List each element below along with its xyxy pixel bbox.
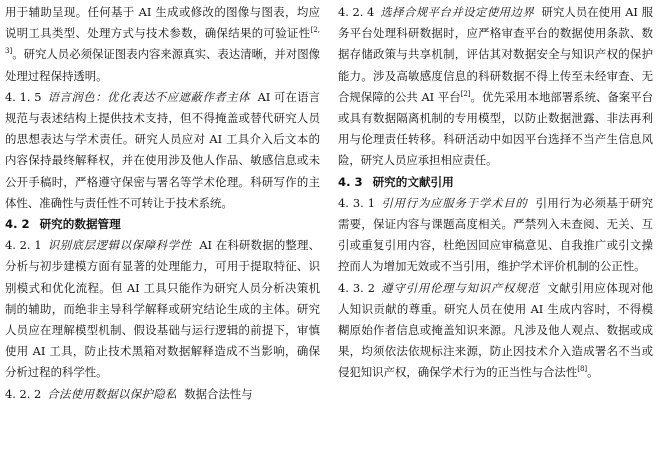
section-4-2-2 [5, 384, 320, 405]
section-4-2-1 [5, 235, 320, 383]
section-number: 4. 2. 2 [5, 386, 42, 401]
section-number: 4. 2. 1 [5, 238, 42, 253]
left-column [5, 2, 320, 405]
section-number: 4. 3. 2 [338, 280, 375, 295]
section-4-3-2: 4. 3. 2 遵守引用伦理与知识产权规范 文献引用应体现对他人知识贡献的尊重。研究人员在使用 AI 生成内容时，不得模糊原始作者信息或掩盖知识来源。凡涉及他人观点、数据或成果，均须依法依规标注来源，防止因技术介入造成署名不当或侵犯知识产权，确保学术行为的正当性与合法性[8]。 [338, 280, 654, 380]
section-body: 引用行为必须基于研究需要，保证内容与课题高度相关。严禁列入未查阅、无关、互引或重复引用内容，杜绝因回应审稿意见、自我推广或引文操控而人为增加无效或不当引用，维护学术评价机制的公正性。 [338, 195, 653, 274]
section-heading-4-2: 4. 2 研究的数据管理 [5, 217, 121, 232]
right-column [338, 2, 653, 384]
citation-marker: [2,3] [5, 26, 320, 56]
section-4-2-4: 4. 2. 4 选择合规平台并设定使用边界 研究人员在使用 AI 服务平台处理科研数据时，应严格审查平台的数据使用条款、数据存储政策与共享机制，评估其对数据安全与知识产权的保护能力。涉及高敏感度信息的科研数据不得上传至未经审查、无合规保障的公共 AI 平台[2]。优先采用本地部署系统、备案平台或具有数据隔离机制的专用模型，以防止数据泄露、非法再利用与伦理责任转移。科研活动中如因平台选择不当产生信息风险，研究人员应承担相应责任。 [338, 5, 653, 168]
intro-paragraph: 用于辅助呈现。任何基于 AI 生成或修改的图像与图表，均应说明工具类型、处理方式与技术参数，确保结果的可验证性[2,3]。研究人员必须保证图表内容来源真实、表达清晰，并对图像处理过程保持透明。 [5, 5, 320, 83]
section-body: 文献引用应体现对他人知识贡献的尊重。研究人员在使用 AI 生成内容时，不得模糊原始作者信息或掩盖知识来源。凡涉及他人观点、数据或成果，均须依法依规标注来源，防止因技术介入造成署名不当或侵犯知识产权，确保学术行为的正当性与合法性 [338, 280, 654, 380]
section-title: 引用行为应服务于学术目的 [381, 195, 528, 210]
section-body: 数据合法性与 [184, 386, 253, 401]
section-number: 4. 1. 5 [5, 89, 42, 104]
section-body: AI 可在语言规范与表述结构上提供技术支持，但不得掩盖或替代研究人员的思想表达与学术责任。研究人员应对 AI 工具介入后文本的内容保持最终解释权，并在使用涉及他人作品、敏感信息或未公开手稿时，严格遵守保密与署名等学术伦理。科研写作的主体性、准确性与责任性不可转让于技术系统。 [5, 89, 320, 210]
section-body: AI 在科研数据的整理、分析与初步建模方面有显著的处理能力，可用于提取特征、识别模式和优化流程。但 AI 工具只能作为研究人员分析决策机制的辅助，而绝非主导科学解释或研究结论生成的主体。研究人员应在理解模型机制、假设基础与运行逻辑的前提下，审慎使用 AI 工具，防止技术黑箱对数据解释造成不当影响，确保分析过程的科学性。 [5, 238, 320, 380]
section-body: 研究人员在使用 AI 服务平台处理科研数据时，应严格审查平台的数据使用条款、数据存储政策与共享机制，评估其对数据安全与知识产权的保护能力。涉及高敏感度信息的科研数据不得上传至未经审查、无合规保障的公共 AI 平台 [338, 5, 653, 104]
section-title: 合法使用数据以保护隐私 [47, 386, 177, 401]
section-4-1-5 [5, 87, 320, 214]
section-title: 语言润色：优化表达不应遮蔽作者主体 [47, 89, 251, 104]
section-title: 识别底层逻辑以保障科学性 [47, 238, 192, 253]
citation-marker: [2] [460, 90, 471, 99]
section-title: 遵守引用伦理与知识产权规范 [380, 280, 540, 295]
section-number: 4. 2. 4 [338, 5, 375, 19]
section-title: 选择合规平台并设定使用边界 [380, 5, 535, 19]
section-heading-4-3: 4. 3 研究的文献引用 [338, 174, 454, 189]
citation-marker: [8] [577, 365, 588, 374]
section-4-3-1 [338, 193, 653, 278]
section-number: 4. 3. 1 [338, 195, 376, 210]
